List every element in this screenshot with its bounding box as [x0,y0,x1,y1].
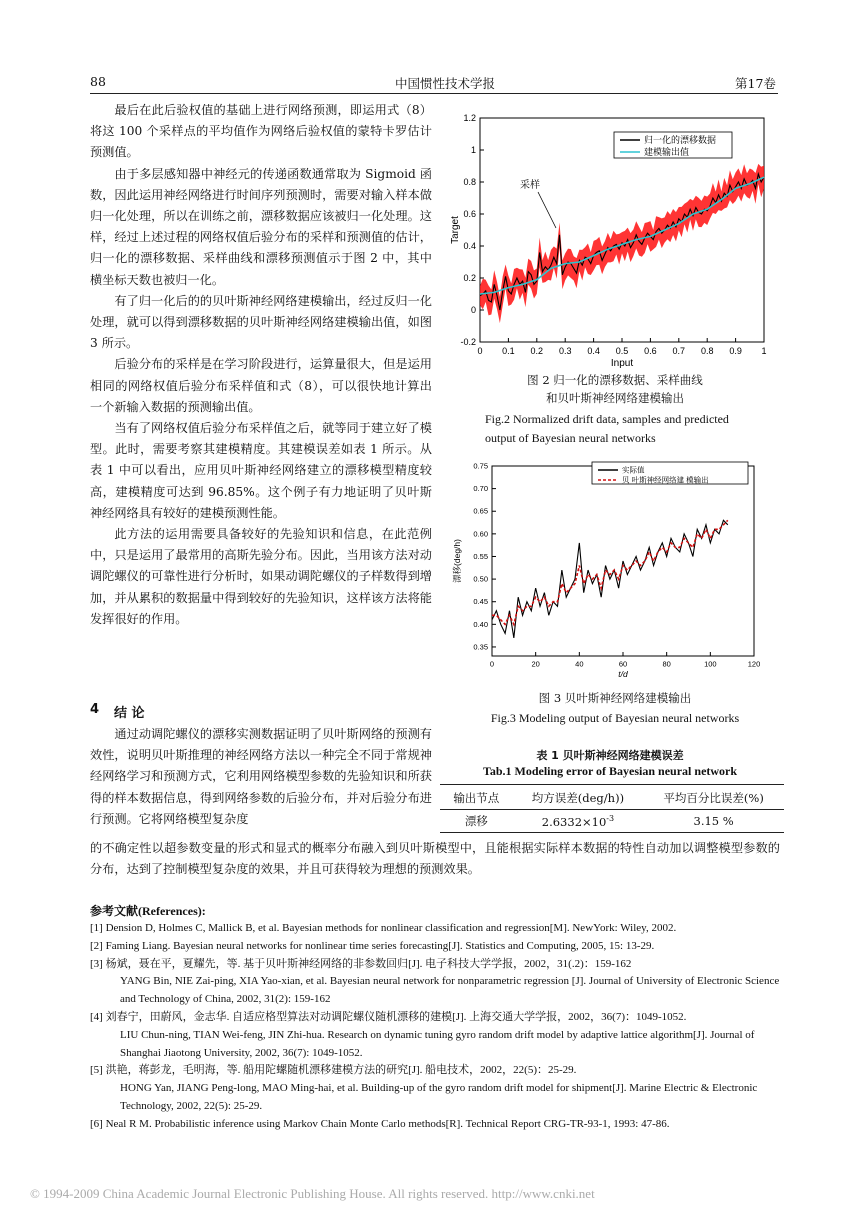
x-tick-label: 0.2 [530,346,544,356]
paragraph: 由于多层感知器中神经元的传递函数通常取为 Sigmoid 函数，因此运用神经网络进行时间序列预测时，需要对输入样本做归一化处理，所以在训练之前，漂移数据应该被归一化处理。这样，经过上述过程的网络权值后验分布的采样和预测值的估计，归一化的漂移数据、采样曲线和漂移预测值示于图 2 中，其中横坐标天数也被归一化。 [90,166,432,287]
reference-item-english: HONG Yan, JIANG Peng-long, MAO Ming-hai, et al. Building-up of the gyro random drift model for shipment[J]. Marine Electric & Electronic Technology, 2002, 22(5): 25-29. [120,1082,758,1112]
fig3-chart [450,456,780,688]
reference-item-english: LIU Chun-ning, TIAN Wei-feng, JIN Zhi-hua. Research on dynamic tuning gyro random drift model by adaptive lattice algorithm[J]. Journal of Shanghai Jiaotong University, 2002, 36(7): 1049-1052. [120,1028,755,1059]
table-cell: 漂移 [464,814,488,828]
fig2-caption-en-1: Fig.2 Normalized drift data, samples and predicted [485,412,729,426]
table1 [440,787,784,832]
x-tick-label: 1 [761,346,767,356]
x-tick-label: 80 [662,659,671,669]
y-tick-label: 0.6 [463,209,476,219]
paragraph: 此方法的运用需要具备较好的先验知识和信息，在此范例中，只是运用了最常用的高斯先验分布。因此，当用该方法对动调陀螺仪的可靠性进行分析时，如果动调陀螺仪的子样数得到增加，并从累积的数据量中得到较好的先验知识，这样该方法将能发挥很好的作用。 [90,527,432,626]
table1-title-zh: 表 1 贝叶斯神经网络建模误差 [536,749,684,762]
x-tick-label: 100 [704,659,717,669]
full-width-text: 的不确定性以超参数变量的形式和显式的概率分布融入到贝叶斯模型中，且能根据实际样本数据的特性自动加以调整模型参数的分布，达到了控制模型复杂度的效果，并且可获得较为理想的预测效果。 [90,841,780,877]
x-tick-label: 0 [477,346,483,356]
fig3-caption-en: Fig.3 Modeling output of Bayesian neural networks [490,711,740,725]
paragraph: 通过动调陀螺仪的漂移实测数据证明了贝叶斯网络的预测有效性，说明贝叶斯推理的神经网络方法以一种完全不同于常规神经网络学习和预测方式，它利用网络模型参数的先验知识和所获得的样本数据信息，得到网络参数的后验分布，并对后验分布进行预测。它将网络模型复杂度 [90,727,432,826]
table-header-row [440,787,784,810]
x-tick-label: 0.1 [502,346,515,356]
x-tick-label: 0.5 [615,346,629,356]
fig3-caption-zh: 图 3 贝叶斯神经网络建模输出 [538,691,692,705]
page-number: 88 [90,74,106,89]
paragraph: 有了归一化后的的贝叶斯神经网络建模输出，经过反归一化处理，就可以得到漂移数据的贝叶斯神经网络建模输出值，如图 3 所示。 [90,293,432,351]
paragraph: 最后在此后验权值的基础上进行网络预测，即运用式（8）将这 100 个采样点的平均值作为网络后验权值的蒙特卡罗估计预测值。 [90,103,432,160]
x-tick-label: 20 [531,659,540,669]
reference-item: [3] 杨斌，聂在平，夏耀先，等. 基于贝叶斯神经网络的非参数回归[J]. 电子科技大学学报，2002，31(.2)：159-162 [90,957,632,970]
y-tick-label: 0.75 [473,461,488,471]
paragraph: 当有了网络权值后验分布采样值之后，就等同于建立好了模型。此时，需要考察其建模精度。其建模误差如表 1 所示。从表 1 中可以看出，应用贝叶斯神经网络建立的漂移模型精度较高，建模精度可达到 96.85%。这个例子有力地证明了贝叶斯神经网络具有较好的建模预测性能。 [90,421,432,520]
y-tick-label: 0.45 [473,597,488,607]
table-rule-top [440,784,784,785]
annotation-arrow [538,192,556,228]
fig2-caption-zh-2: 和贝叶斯神经网络建模输出 [546,391,684,405]
x-tick-label: 0.3 [558,346,572,356]
x-axis-label: Input [610,358,634,369]
y-tick-label: 0.50 [473,574,488,584]
copyright-footer: © 1994-2009 China Academic Journal Electronic Publishing House. All rights reserved. http://www.cnki.net [30,1186,595,1201]
reference-item-english: YANG Bin, NIE Zai-ping, XIA Yao-xian, et al. Bayesian neural network for nonparametric regression [J]. Journal of University of Electronic Science and Technology of China, 2002, 31(2): 159-162 [120,975,780,1006]
x-tick-label: 0.4 [587,346,600,356]
y-tick-label: 0.35 [473,642,488,652]
table-header-cell: 输出节点 [453,791,500,805]
y-axis-label: Target [450,216,461,244]
legend-label: 贝 叶斯神经网络建 模输出 [622,475,709,485]
y-tick-label: 0.2 [463,273,476,283]
reference-item: [4] 刘春宁，田蔚风，金志华. 自适应格型算法对动调陀螺仪随机漂移的建模[J]. 上海交通大学学报，2002，36(7)：1049-1052. [90,1010,687,1023]
x-tick-label: 120 [747,659,761,669]
legend-label: 归一化的漂移数据 [644,135,717,145]
x-tick-label: 0.8 [700,346,714,356]
y-tick-label: 0.60 [473,529,488,539]
table-header-cell: 平均百分比误差(%) [663,791,764,805]
table-cell [513,810,644,833]
y-tick-label: 0.4 [463,241,476,251]
left-column-text [90,100,432,630]
fig2-caption-en-2: output of Bayesian neural networks [485,431,656,445]
table-cell: 3.15 % [693,814,734,828]
y-tick-label: 0.8 [463,177,476,187]
table-row [440,810,784,833]
x-axis-label: t/d [618,669,628,679]
y-tick-label: 1 [470,145,476,155]
fig2-chart [450,108,780,370]
sample-annotation: 采样 [520,180,540,191]
x-tick-label: 0 [489,659,495,669]
y-axis-label: 漂移(deg/h) [452,539,462,583]
section-title: 结 论 [114,706,145,721]
section-number: 4 [90,702,100,717]
x-tick-label: 60 [618,659,628,669]
table1-title-en: Tab.1 Modeling error of Bayesian neural network [482,764,738,778]
y-tick-label: 0.65 [473,506,488,516]
y-tick-label: 0.40 [473,619,488,629]
table-header-cell: 均方误差(deg/h)) [531,791,625,805]
table-cell-mantissa: 2.6332×10 [541,814,607,829]
x-tick-label: 0.7 [672,346,686,356]
y-tick-label: 0.70 [473,484,488,494]
reference-item: [5] 洪艳，蒋彭龙，毛明海，等. 船用陀螺随机漂移建模方法的研究[J]. 船电技术，2002，22(5)：25-29. [90,1064,577,1077]
reference-item: [2] Faming Liang. Bayesian neural networks for nonlinear time series forecasting[J]. Statistics and Computing, 2005, 15: 13-29. [90,939,655,952]
journal-title: 中国惯性技术学报 [395,76,496,91]
series-line [492,520,728,624]
references-heading: 参考文献(References): [90,904,206,918]
references-list [90,920,780,1134]
y-tick-label: 0 [470,305,476,315]
header-rule [90,93,778,94]
reference-item: [1] Dension D, Holmes C, Mallick B, et al. Bayesian methods for nonlinear classification and regression[M]. NewYork: Wiley, 2002. [90,922,677,934]
paragraph: 后验分布的采样是在学习阶段进行，运算量很大，但是运用相同的网络权值后验分布采样值和式（8），可以很快地计算出一个新输入数据的预测输出值。 [90,357,432,414]
x-tick-label: 0.6 [644,346,657,356]
fig2-caption-zh-1: 图 2 归一化的漂移数据、采样曲线 [527,373,703,387]
y-tick-label: -0.2 [460,337,476,347]
y-tick-label: 0.55 [473,551,488,561]
reference-item: [6] Neal R M. Probabilistic inference using Markov Chain Monte Carlo methods[R]. Technical Report CRG-TR-93-1, 1993: 47-86. [90,1117,670,1130]
y-tick-label: 1.2 [463,113,476,123]
series-line [492,520,728,638]
legend-label: 建模输出值 [644,147,690,157]
table-cell-exponent: -3 [606,813,615,823]
volume-label: 第17卷 [735,76,776,91]
x-tick-label: 0.9 [729,346,742,356]
x-tick-label: 40 [575,659,584,669]
legend-label: 实际值 [622,465,645,475]
table-rule-bottom [440,832,784,833]
conclusion-text [90,724,432,830]
